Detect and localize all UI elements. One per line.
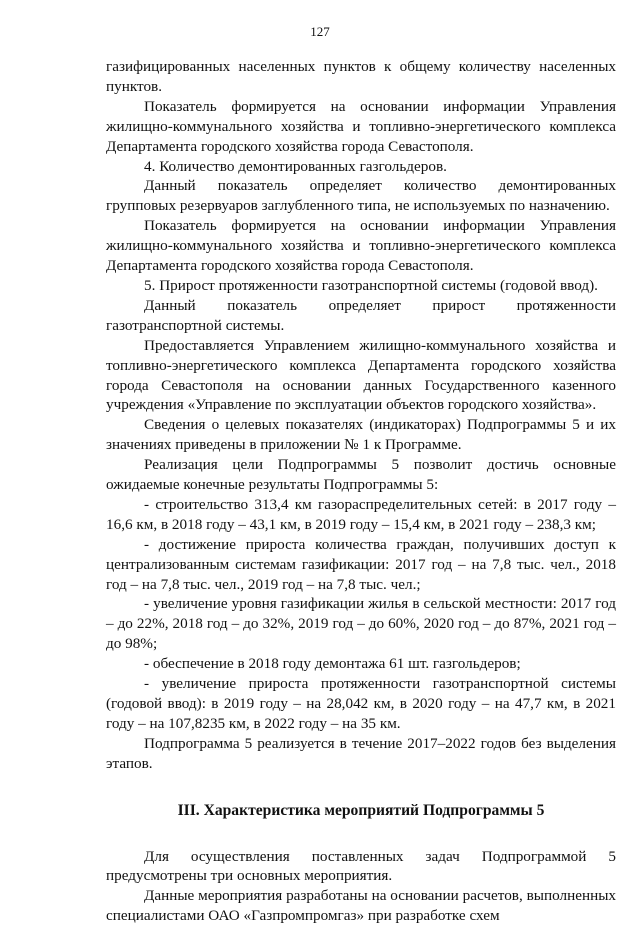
result-list-item: - увеличение уровня газификации жилья в сельской местности: 2017 год – до 22%, 2018 год – до 32%, 2019 год – до 60%, 2020 год – до 87%, 2021 год – до 98%; [106,595,616,653]
paragraph: Данный показатель определяет прирост протяженности газотранспортной системы. [106,296,616,334]
paragraph: Реализация цели Подпрограммы 5 позволит достичь основные ожидаемые конечные результаты Подпрограммы 5: [106,456,616,494]
paragraph: Сведения о целевых показателях (индикаторах) Подпрограммы 5 и их значениях приведены в приложении № 1 к Программе. [106,416,616,454]
section-heading: III. Характеристика мероприятий Подпрограммы 5 [177,801,545,819]
section-paragraph: Данные мероприятия разработаны на основании расчетов, выполненных специалистами ОАО «Газпромпромгаз» при разработке схем [106,887,616,925]
result-list-item: - строительство 313,4 км газораспределительных сетей: в 2017 году – 16,6 км, в 2018 году – 43,1 км, в 2019 году – 15,4 км, в 2021 году – 238,3 км; [106,495,616,533]
paragraph: газифицированных населенных пунктов к общему количеству населенных пунктов. [106,58,616,95]
paragraph: Предоставляется Управлением жилищно-коммунального хозяйства и топливно-энергетического комплекса Департамента городского хозяйства города Севастополя на основании данных Государственного казенного учреждения «Управление по эксплуатации объектов городского хозяйства». [106,336,616,414]
paragraph: 4. Количество демонтированных газгольдеров. [144,157,447,175]
paragraph: Показатель формируется на основании информации Управления жилищно-коммунального хозяйства и топливно-энергетического комплекса Департамента городского хозяйства города Севастополя. [106,97,616,155]
result-list-item: - достижение прироста количества граждан, получивших доступ к централизованным системам газификации: 2017 год – на 7,8 тыс. чел., 2018 год – на 7,8 тыс. чел., 2019 год – на 7,8 тыс. чел.; [106,535,616,593]
paragraph: Данный показатель определяет количество демонтированных групповых резервуаров заглубленного типа, не используемых по назначению. [106,177,616,215]
paragraph: 5. Прирост протяженности газотранспортной системы (годовой ввод). [144,276,598,294]
document-body [106,57,616,926]
section-paragraph: Для осуществления поставленных задач Подпрограммой 5 предусмотрены три основных мероприятия. [106,847,616,885]
result-list-item: - увеличение прироста протяженности газотранспортной системы (годовой ввод): в 2019 году – на 28,042 км, в 2020 году – на 47,7 км, в 2021 году – на 107,8235 км, в 2022 году – на 35 км. [106,675,616,732]
closing-paragraph: Подпрограмма 5 реализуется в течение 2017–2022 годов без выделения этапов. [106,734,616,772]
paragraph: Показатель формируется на основании информации Управления жилищно-коммунального хозяйства и топливно-энергетического комплекса Департамента городского хозяйства города Севастополя. [106,217,616,275]
page-number: 127 [310,24,330,39]
result-list-item: - обеспечение в 2018 году демонтажа 61 шт. газгольдеров; [144,655,521,673]
